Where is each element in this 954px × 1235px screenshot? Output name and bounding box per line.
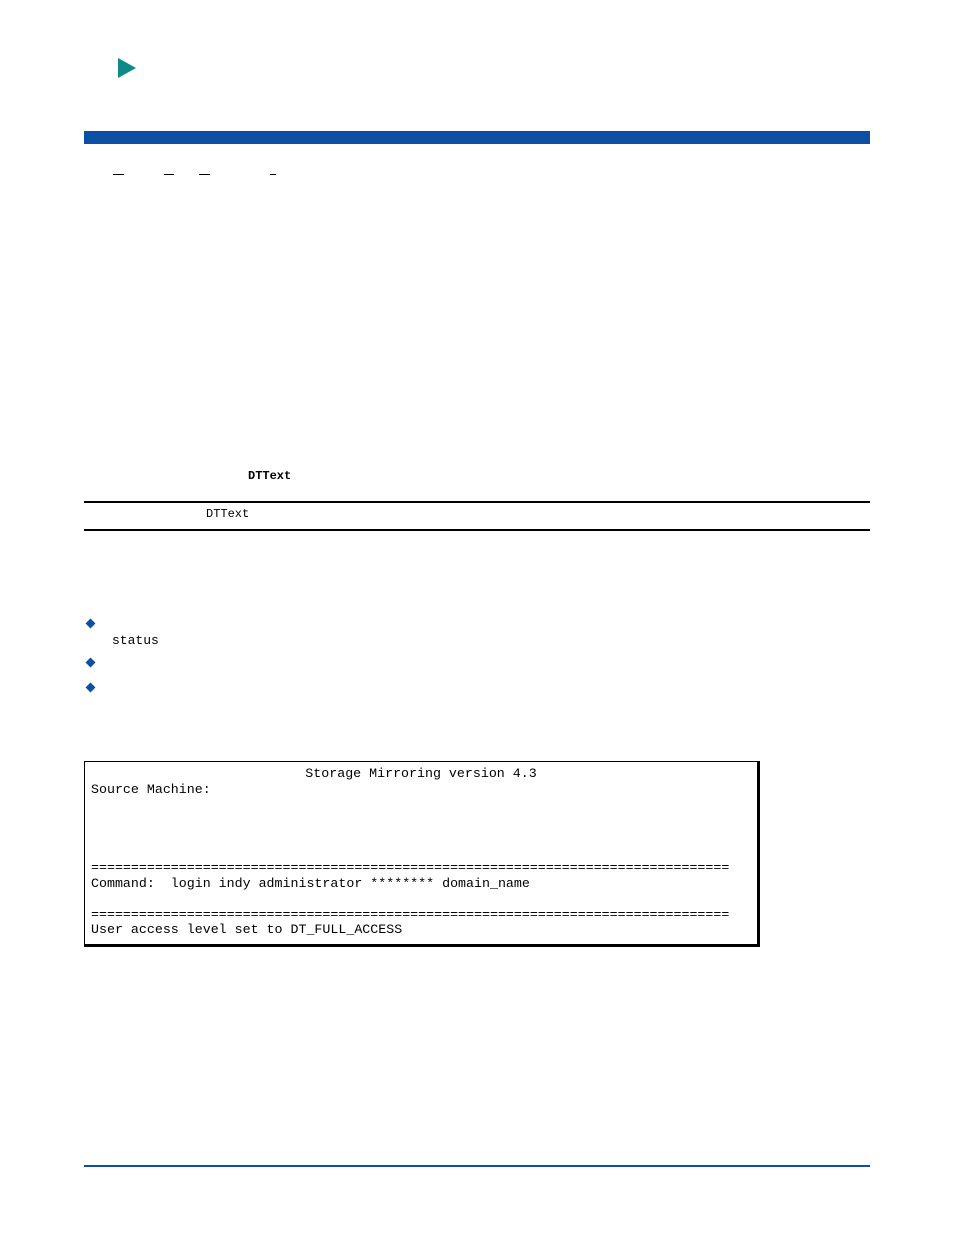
footer-rule xyxy=(84,1165,870,1167)
section-title-bar xyxy=(84,131,870,144)
underline-mark xyxy=(164,174,174,175)
dttext-term: DTText xyxy=(206,507,250,521)
console-command-line: Command: login indy administrator ******** domain_name xyxy=(91,876,530,891)
bullet-sub-text: status xyxy=(112,633,159,648)
console-result-line: User access level set to DT_FULL_ACCESS xyxy=(91,922,403,937)
underline-mark xyxy=(270,174,276,175)
bullet-diamond-icon xyxy=(86,619,96,629)
console-title: Storage Mirroring version 4.3 xyxy=(305,766,537,781)
bullet-diamond-icon xyxy=(86,683,96,693)
bullet-diamond-icon xyxy=(86,658,96,668)
section-arrow-icon xyxy=(118,58,136,78)
console-separator: ================================================================================ xyxy=(91,860,730,875)
dttext-term-bold: DTText xyxy=(248,469,292,483)
console-source-label: Source Machine: xyxy=(91,782,211,797)
console-separator: ================================================================================ xyxy=(91,907,730,922)
underline-mark xyxy=(199,174,210,175)
underline-mark xyxy=(113,174,124,175)
console-output-box xyxy=(84,761,760,947)
table-bottom-rule xyxy=(84,529,870,531)
table-top-rule xyxy=(84,501,870,503)
